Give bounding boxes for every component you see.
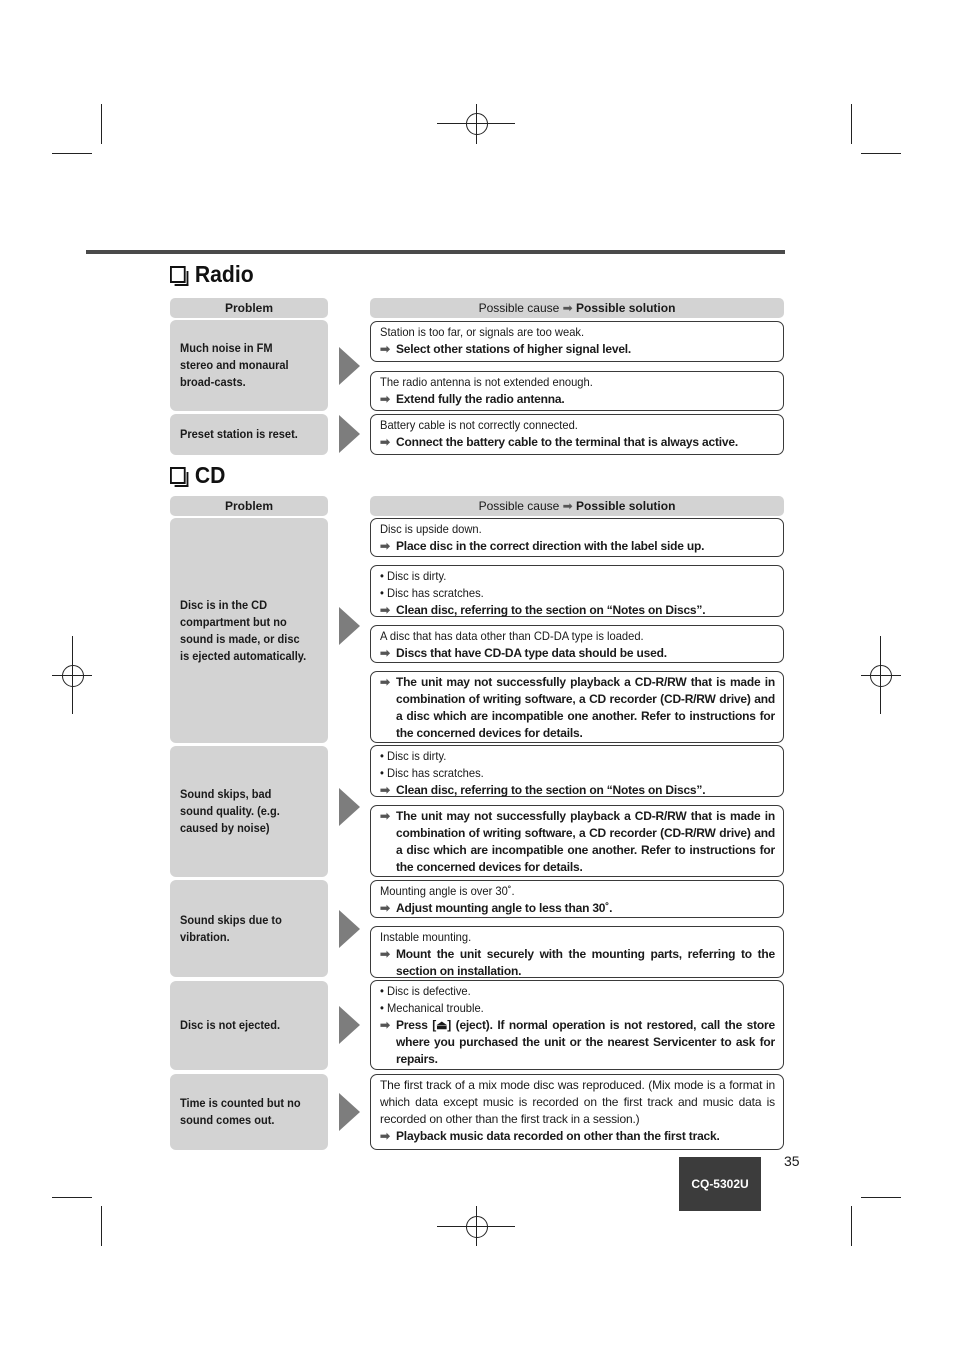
right-arrow-icon: ➡ <box>380 646 391 660</box>
registration-mark <box>870 665 892 687</box>
problem-cell: Disc is not ejected. <box>170 981 328 1070</box>
crop-mark <box>52 1197 92 1198</box>
crop-mark <box>101 1206 102 1246</box>
pointer-arrow-icon <box>339 347 360 385</box>
pointer-arrow-icon <box>339 1093 360 1131</box>
problem-cell: Much noise in FM stereo and monaural broad-casts. <box>170 320 328 411</box>
right-arrow-icon: ➡ <box>380 809 391 823</box>
solution-header: Possible cause ➡ Possible solution <box>370 298 784 318</box>
solution-box: The radio antenna is not extended enough. ➡ Extend fully the radio antenna. <box>370 371 784 411</box>
right-arrow-icon: ➡ <box>380 783 391 797</box>
registration-mark <box>62 665 84 687</box>
solution-box: Battery cable is not correctly connected. ➡ Connect the battery cable to the terminal that is always active. <box>370 414 784 455</box>
solution-box: Instable mounting. ➡ Mount the unit securely with the mounting parts, referring to the section on installation. <box>370 926 784 978</box>
solution-box: • Disc is dirty. • Disc has scratches. ➡ Clean disc, referring to the section on “Notes on Discs”. <box>370 565 784 617</box>
solution-box: ➡ The unit may not successfully playback a CD-R/RW that is made in combination of writing software, a CD recorder (CD-R/RW drive) and a disc which are incompatible one another. Refer to instructions for the concerned devices for details. <box>370 671 784 743</box>
right-arrow-icon: ➡ <box>380 675 391 689</box>
pointer-arrow-icon <box>339 415 360 453</box>
section-title-cd: CD <box>170 462 225 489</box>
right-arrow-icon: ➡ <box>562 301 573 315</box>
top-rule <box>86 250 785 254</box>
page-number: 35 <box>784 1153 800 1169</box>
solution-box: Mounting angle is over 30˚. ➡ Adjust mounting angle to less than 30˚. <box>370 880 784 918</box>
pointer-arrow-icon <box>339 788 360 826</box>
pointer-arrow-icon <box>339 607 360 645</box>
problem-header: Problem <box>170 298 328 318</box>
registration-mark <box>466 113 488 135</box>
solution-box: Disc is upside down. ➡ Place disc in the correct direction with the label side up. <box>370 518 784 557</box>
right-arrow-icon: ➡ <box>380 539 391 553</box>
solution-box: • Disc is dirty. • Disc has scratches. ➡ Clean disc, referring to the section on “Notes on Discs”. <box>370 745 784 797</box>
pointer-arrow-icon <box>339 1006 360 1044</box>
crop-mark <box>851 1206 852 1246</box>
problem-cell: Sound skips due to vibration. <box>170 880 328 977</box>
problem-cell: Disc is in the CD compartment but no sound is made, or disc is ejected automatically. <box>170 518 328 743</box>
right-arrow-icon: ➡ <box>380 392 391 406</box>
section-title-radio: Radio <box>170 261 254 288</box>
crop-mark <box>101 104 102 144</box>
problem-cell: Time is counted but no sound comes out. <box>170 1074 328 1150</box>
crop-mark <box>861 1197 901 1198</box>
checkbox-square-icon <box>170 266 186 283</box>
solution-box: ➡ The unit may not successfully playback a CD-R/RW that is made in combination of writing software, a CD recorder (CD-R/RW drive) and a disc which are incompatible one another. Refer to instructions for the concerned devices for details. <box>370 805 784 877</box>
solution-box: A disc that has data other than CD-DA type is loaded. ➡ Discs that have CD-DA type data should be used. <box>370 625 784 663</box>
model-badge: CQ-5302U <box>679 1157 761 1211</box>
problem-header: Problem <box>170 496 328 516</box>
eject-icon: ⏏ <box>436 1018 448 1032</box>
right-arrow-icon: ➡ <box>380 1129 391 1143</box>
registration-mark <box>466 1216 488 1238</box>
crop-mark <box>52 153 92 154</box>
right-arrow-icon: ➡ <box>380 603 391 617</box>
right-arrow-icon: ➡ <box>380 342 391 356</box>
solution-box: The first track of a mix mode disc was reproduced. (Mix mode is a format in which data except music is recorded on the first track and music data is recorded on other than the first track in a session.) ➡ Playback music data recorded on other than the first track. <box>370 1074 784 1150</box>
checkbox-square-icon <box>170 467 186 484</box>
problem-cell: Preset station is reset. <box>170 414 328 455</box>
right-arrow-icon: ➡ <box>380 947 391 961</box>
solution-box: • Disc is defective. • Mechanical trouble. ➡ Press [⏏] (eject). If normal operation is not restored, call the store where you purchased the unit or the nearest Servicenter to ask for repairs. <box>370 980 784 1070</box>
right-arrow-icon: ➡ <box>380 435 391 449</box>
solution-box: Station is too far, or signals are too weak. ➡ Select other stations of higher signal level. <box>370 321 784 362</box>
right-arrow-icon: ➡ <box>380 901 391 915</box>
crop-mark <box>851 104 852 144</box>
right-arrow-icon: ➡ <box>380 1018 391 1032</box>
pointer-arrow-icon <box>339 910 360 948</box>
problem-cell: Sound skips, bad sound quality. (e.g. caused by noise) <box>170 746 328 877</box>
right-arrow-icon: ➡ <box>562 499 573 513</box>
solution-header: Possible cause ➡ Possible solution <box>370 496 784 516</box>
crop-mark <box>861 153 901 154</box>
